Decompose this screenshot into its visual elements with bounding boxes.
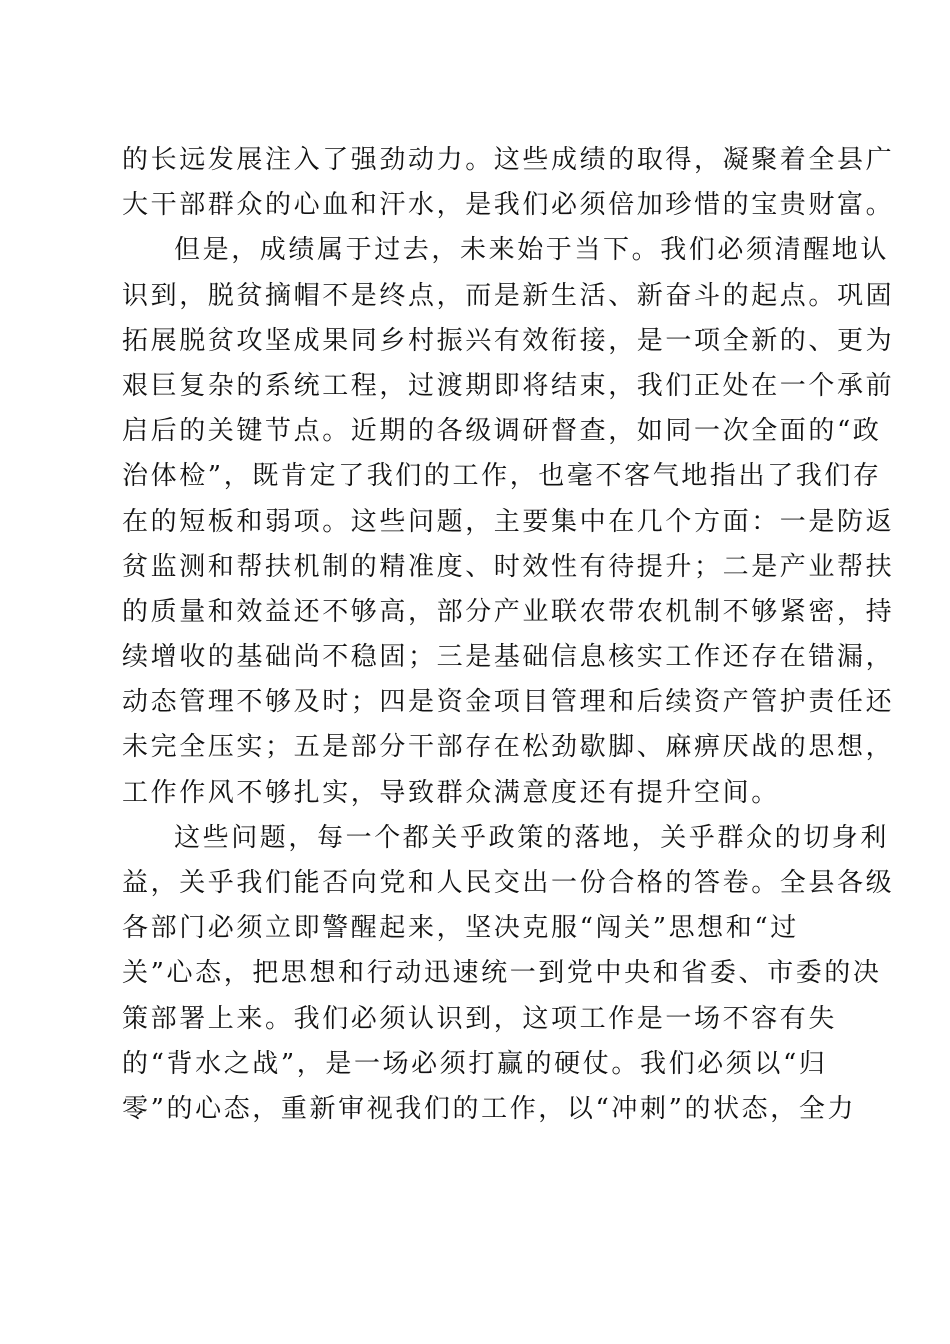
text-line: 治体检”，既肯定了我们的工作，也毫不客气地指出了我们存 (122, 461, 882, 492)
text-line: 的“背水之战”，是一场必须打赢的硬仗。我们必须以“归 (122, 1048, 828, 1079)
text-line: 在的短板和弱项。这些问题，主要集中在几个方面：一是防返 (122, 506, 895, 537)
text-line: 的长远发展注入了强劲动力。这些成绩的取得，凝聚着全县广 (122, 145, 895, 175)
text-line: 识到，脱贫摘帽不是终点，而是新生活、新奋斗的起点。巩固 (122, 280, 895, 311)
text-line: 益，关乎我们能否向党和人民交出一份合格的答卷。全县各级 (122, 868, 895, 898)
text-line: 续增收的基础尚不稳固；三是基础信息核实工作还存在错漏， (122, 642, 895, 673)
text-line: 启后的关键节点。近期的各级调研督查，如同一次全面的“政 (122, 416, 882, 447)
document-body (122, 138, 895, 1132)
text-line: 工作作风不够扎实，导致群众满意度还有提升空间。 (122, 777, 780, 808)
text-line: 艰巨复杂的系统工程，过渡期即将结束，我们正处在一个承前 (122, 370, 895, 401)
text-line: 大干部群众的心血和汗水，是我们必须倍加珍惜的宝贵财富。 (122, 190, 895, 221)
paragraph-first-line: 这些问题，每一个都关乎政策的落地，关乎群众的切身利 (174, 822, 890, 853)
text-line: 拓展脱贫攻坚成果同乡村振兴有效衔接，是一项全新的、更为 (122, 325, 895, 356)
text-line: 策部署上来。我们必须认识到，这项工作是一场不容有失 (122, 1003, 838, 1034)
text-line: 零”的心态，重新审视我们的工作，以“冲刺”的状态，全力 (122, 1093, 857, 1124)
text-line: 贫监测和帮扶机制的精准度、时效性有待提升；二是产业帮扶 (122, 551, 895, 582)
text-line: 关”心态，把思想和行动迅速统一到党中央和省委、市委的决 (122, 958, 882, 989)
paragraph-first-line: 但是，成绩属于过去，未来始于当下。我们必须清醒地认 (174, 235, 890, 266)
text-line: 未完全压实；五是部分干部存在松劲歇脚、麻痹厌战的思想， (122, 732, 895, 763)
text-line: 的质量和效益还不够高，部分产业联农带农机制不够紧密，持 (122, 596, 895, 627)
text-line: 各部门必须立即警醒起来，坚决克服“闯关”思想和“过 (122, 913, 799, 944)
text-line: 动态管理不够及时；四是资金项目管理和后续资产管护责任还 (122, 687, 895, 718)
